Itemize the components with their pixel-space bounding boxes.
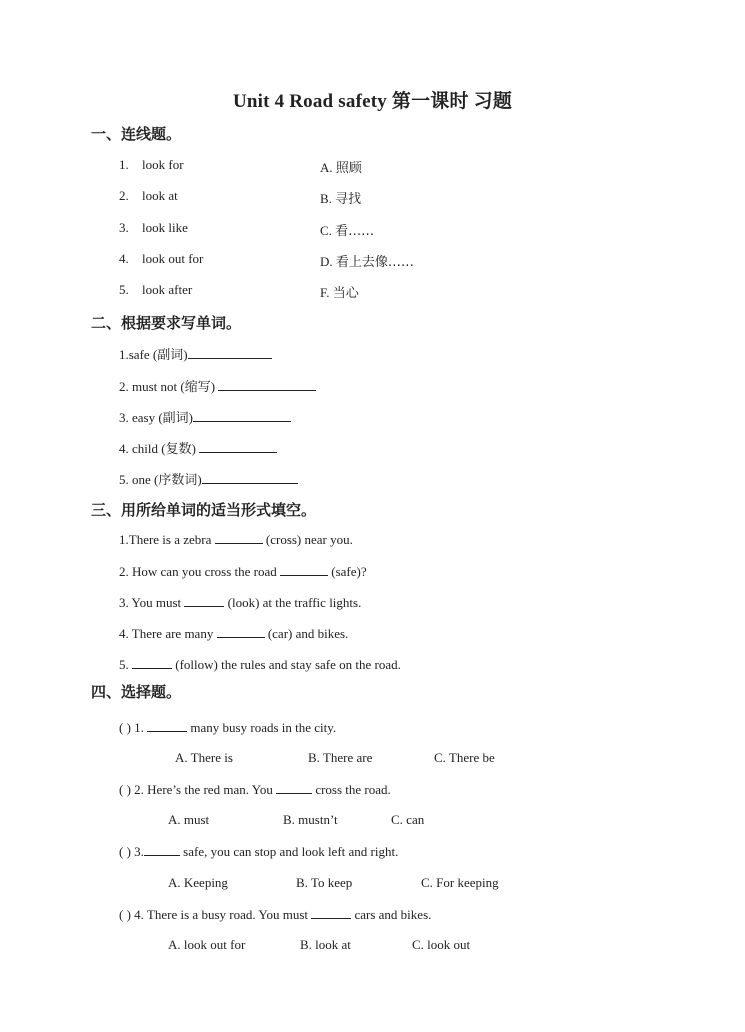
match-left-5: 5. look after xyxy=(119,282,193,297)
fill-item-5: 5. (follow) the rules and stay safe on the road. xyxy=(119,657,401,672)
match-left-2: 2. look at xyxy=(119,188,178,203)
choice-question-1: ( ) 1. many busy roads in the city. xyxy=(119,720,337,735)
word-item-1: 1.safe (副词) xyxy=(119,344,272,363)
section1-heading: 一、连线题。 xyxy=(91,125,182,143)
answer-blank[interactable] xyxy=(199,440,277,453)
fill-item-4: 4. There are many (car) and bikes. xyxy=(119,626,349,641)
choice-4b[interactable]: B. look at xyxy=(300,937,351,952)
choice-3b[interactable]: B. To keep xyxy=(296,875,353,890)
match-right-4: D. 看上去像…… xyxy=(320,254,414,270)
fill-item-3: 3. You must (look) at the traffic lights. xyxy=(119,595,362,610)
choice-question-2: ( ) 2. Here’s the red man. You cross the road. xyxy=(119,782,391,797)
choice-4c[interactable]: C. look out xyxy=(412,937,471,952)
answer-blank[interactable] xyxy=(184,594,224,607)
answer-blank[interactable] xyxy=(193,409,291,422)
answer-blank[interactable] xyxy=(217,625,265,638)
match-left-3: 3. look like xyxy=(119,220,188,235)
answer-blank[interactable] xyxy=(132,656,172,669)
match-left-1: 1. look for xyxy=(119,157,184,172)
match-right-1: A. 照顾 xyxy=(320,160,362,176)
answer-blank[interactable] xyxy=(276,781,312,794)
choice-2c[interactable]: C. can xyxy=(391,812,425,827)
fill-item-1: 1.There is a zebra (cross) near you. xyxy=(119,532,353,547)
word-item-2: 2. must not (缩写) xyxy=(119,376,316,395)
choice-2b[interactable]: B. mustn’t xyxy=(283,812,338,827)
match-right-5: F. 当心 xyxy=(320,285,359,301)
word-item-4: 4. child (复数) xyxy=(119,438,277,457)
match-left-4: 4. look out for xyxy=(119,251,204,266)
answer-blank[interactable] xyxy=(280,563,328,576)
answer-blank[interactable] xyxy=(202,471,298,484)
choice-question-3: ( ) 3. safe, you can stop and look left and right. xyxy=(119,844,399,859)
answer-blank[interactable] xyxy=(188,346,272,359)
page-title: Unit 4 Road safety 第一课时 习题 xyxy=(232,91,513,112)
choice-3a[interactable]: A. Keeping xyxy=(168,875,228,890)
choice-1c[interactable]: C. There be xyxy=(434,750,495,765)
word-item-3: 3. easy (副词) xyxy=(119,407,291,426)
answer-blank[interactable] xyxy=(147,719,187,732)
answer-blank[interactable] xyxy=(144,843,180,856)
answer-blank[interactable] xyxy=(311,906,351,919)
choice-2a[interactable]: A. must xyxy=(168,812,210,827)
choice-1a[interactable]: A. There is xyxy=(175,750,233,765)
match-right-2: B. 寻找 xyxy=(320,191,362,207)
answer-blank[interactable] xyxy=(218,378,316,391)
section4-heading: 四、选择题。 xyxy=(91,683,182,701)
choice-1b[interactable]: B. There are xyxy=(308,750,373,765)
choice-4a[interactable]: A. look out for xyxy=(168,937,246,952)
choice-3c[interactable]: C. For keeping xyxy=(421,875,499,890)
choice-question-4: ( ) 4. There is a busy road. You must cars and bikes. xyxy=(119,907,432,922)
answer-blank[interactable] xyxy=(215,531,263,544)
section3-heading: 三、用所给单词的适当形式填空。 xyxy=(91,501,317,519)
word-item-5: 5. one (序数词) xyxy=(119,469,298,488)
section2-heading: 二、根据要求写单词。 xyxy=(91,314,242,332)
fill-item-2: 2. How can you cross the road (safe)? xyxy=(119,564,367,579)
match-right-3: C. 看…… xyxy=(320,223,375,239)
